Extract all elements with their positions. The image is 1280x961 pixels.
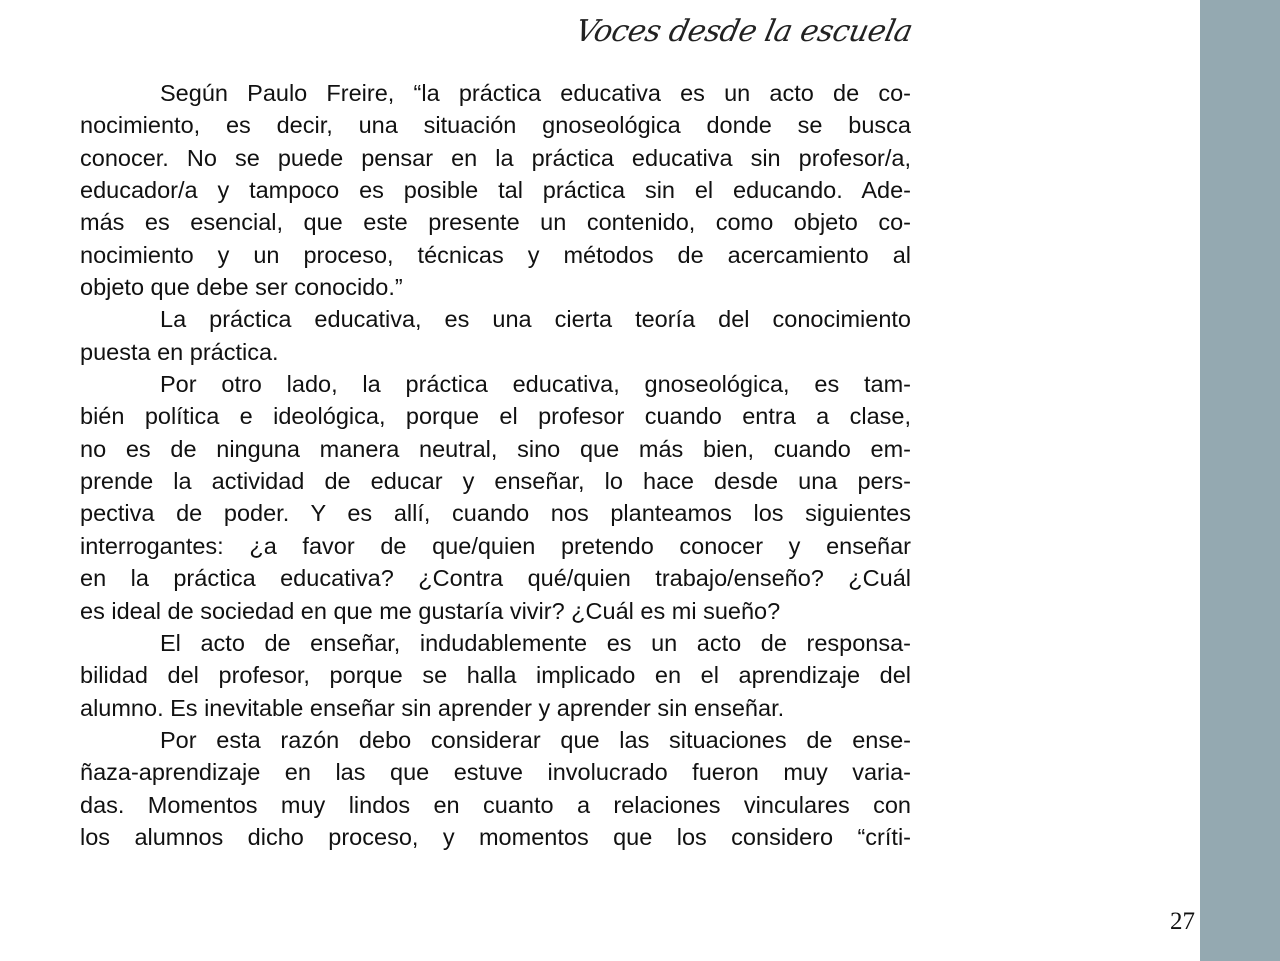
text-line: La práctica educativa, es una cierta teoría del conocimiento [160,306,911,333]
text-line: alumno. Es inevitable enseñar sin aprender y aprender sin enseñar. [80,694,785,721]
text-line: más es esencial, que este presente un contenido, como objeto co- [80,209,911,236]
side-color-band [1200,0,1280,961]
text-line: educador/a y tampoco es posible tal práctica sin el educando. Ade- [80,177,911,204]
text-line: los alumnos dicho proceso, y momentos que los considero “críti- [80,823,911,850]
text-line: en la práctica educativa? ¿Contra qué/quien trabajo/enseño? ¿Cuál [80,565,911,592]
running-header: Voces desde la escuela [572,14,916,49]
text-line: ñaza-aprendizaje en las que estuve involucrado fueron muy varia- [80,759,911,786]
text-line: Según Paulo Freire, “la práctica educativa es un acto de co- [160,80,911,106]
text-line: Por esta razón debo considerar que las situaciones de ense- [160,726,911,753]
text-line: prende la actividad de educar y enseñar, lo hace desde una pers- [80,468,911,495]
text-line: El acto de enseñar, indudablemente es un acto de responsa- [160,629,911,656]
text-line: interrogantes: ¿a favor de que/quien pretendo conocer y enseñar [80,532,911,559]
body-text [80,77,911,853]
page-number: 27 [1170,908,1195,935]
text-line: no es de ninguna manera neutral, sino que más bien, cuando em- [80,435,911,462]
text-line: es ideal de sociedad en que me gustaría vivir? ¿Cuál es mi sueño? [80,597,781,624]
text-line: nocimiento, es decir, una situación gnoseológica donde se busca [80,112,911,139]
text-line: nocimiento y un proceso, técnicas y métodos de acercamiento al [80,241,911,268]
text-line: objeto que debe ser conocido.” [80,274,403,301]
text-line: das. Momentos muy lindos en cuanto a relaciones vinculares con [80,791,911,818]
text-line: puesta en práctica. [80,338,279,365]
text-line: conocer. No se puede pensar en la práctica educativa sin profesor/a, [80,144,911,171]
text-line: bién política e ideológica, porque el profesor cuando entra a clase, [80,403,911,430]
text-line: Por otro lado, la práctica educativa, gnoseológica, es tam- [160,371,911,398]
text-line: bilidad del profesor, porque se halla implicado en el aprendizaje del [80,662,911,689]
text-line: pectiva de poder. Y es allí, cuando nos planteamos los siguientes [80,500,911,527]
